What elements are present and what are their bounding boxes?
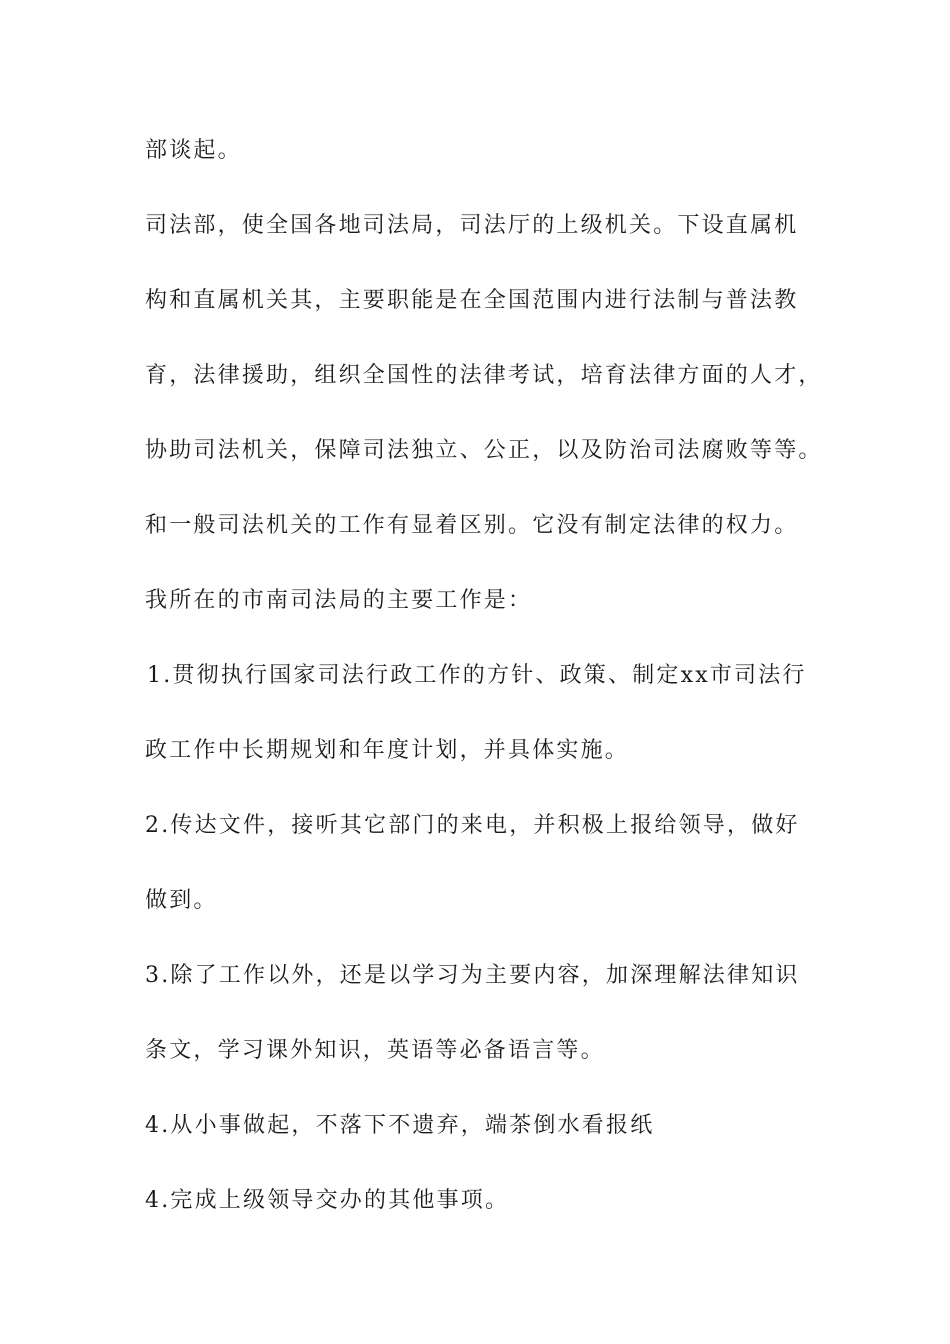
text-line: 司法部，使全国各地司法局，司法厅的上级机关。下设直属机 bbox=[145, 213, 799, 238]
text-line: 育，法律援助，组织全国性的法律考试，培育法律方面的人才， bbox=[145, 363, 823, 388]
text-line: 条文，学习课外知识，英语等必备语言等。 bbox=[145, 1038, 605, 1063]
text-line: 部谈起。 bbox=[145, 138, 242, 163]
list-item-4: 4.从小事做起，不落下不遗弃，端茶倒水看报纸 bbox=[145, 1113, 655, 1138]
text-line: 构和直属机关其，主要职能是在全国范围内进行法制与普法教 bbox=[145, 288, 799, 313]
text-line: 做到。 bbox=[145, 888, 218, 913]
text-line: 政工作中长期规划和年度计划，并具体实施。 bbox=[145, 738, 630, 763]
text-line: 我所在的市南司法局的主要工作是： bbox=[145, 588, 533, 613]
list-item-5: 4.完成上级领导交办的其他事项。 bbox=[145, 1188, 510, 1213]
text-line: 协助司法机关，保障司法独立、公正，以及防治司法腐败等等。 bbox=[145, 438, 823, 463]
text-line: 和一般司法机关的工作有显着区别。它没有制定法律的权力。 bbox=[145, 513, 799, 538]
list-item-3: 3.除了工作以外，还是以学习为主要内容，加深理解法律知识 bbox=[145, 963, 800, 988]
list-item-1: 1.贯彻执行国家司法行政工作的方针、政策、制定xx市司法行 bbox=[147, 663, 807, 688]
list-item-2: 2.传达文件，接听其它部门的来电，并积极上报给领导，做好 bbox=[145, 813, 800, 838]
